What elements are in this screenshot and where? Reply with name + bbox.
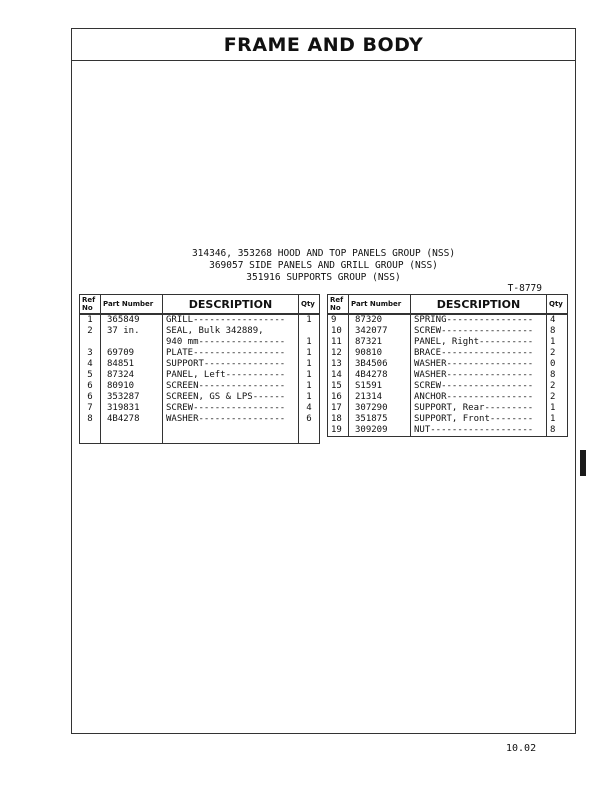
description-cell: SCREEN---------------- bbox=[163, 381, 299, 392]
part-number-cell: 87320 bbox=[349, 314, 411, 326]
ref-no-cell: 17 bbox=[328, 403, 349, 414]
illustration-ref: T-8779 bbox=[507, 283, 542, 294]
table-row bbox=[328, 392, 568, 403]
qty-cell: 8 bbox=[547, 370, 568, 381]
ref-no-cell: 5 bbox=[80, 370, 101, 381]
description-cell: PLATE----------------- bbox=[163, 348, 299, 359]
ref-no-cell: 1 bbox=[80, 314, 101, 326]
part-number-cell: 87321 bbox=[349, 337, 411, 348]
table-row bbox=[328, 370, 568, 381]
part-number-cell: 353287 bbox=[101, 392, 163, 403]
title-bar bbox=[72, 29, 575, 61]
table-header-row bbox=[328, 295, 568, 315]
group-line: 314346, 353268 HOOD AND TOP PANELS GROUP (NSS) bbox=[191, 248, 456, 259]
part-number-cell: 21314 bbox=[349, 392, 411, 403]
description-cell: SCREEN, GS & LPS------ bbox=[163, 392, 299, 403]
ref-no-cell: 9 bbox=[328, 314, 349, 326]
ref-no-cell: 18 bbox=[328, 414, 349, 425]
ref-no-cell: 14 bbox=[328, 370, 349, 381]
qty-cell: 4 bbox=[299, 403, 320, 414]
table-row bbox=[80, 403, 320, 414]
part-number-cell bbox=[101, 337, 163, 348]
qty-cell bbox=[299, 326, 320, 337]
table-row bbox=[328, 414, 568, 425]
qty-cell: 1 bbox=[299, 359, 320, 370]
ref-no-cell: 19 bbox=[328, 425, 349, 437]
part-number-cell: 87324 bbox=[101, 370, 163, 381]
qty-cell: 1 bbox=[547, 403, 568, 414]
description-cell: SPRING---------------- bbox=[411, 314, 547, 326]
description-cell: WASHER---------------- bbox=[411, 370, 547, 381]
header-ref-no: Ref No bbox=[80, 295, 101, 315]
description-cell: SCREW----------------- bbox=[411, 326, 547, 337]
description-cell: SUPPORT--------------- bbox=[163, 359, 299, 370]
description-cell: WASHER---------------- bbox=[411, 359, 547, 370]
description-cell: 940 mm---------------- bbox=[163, 337, 299, 348]
spacer-cell bbox=[299, 425, 320, 444]
ref-no-cell: 15 bbox=[328, 381, 349, 392]
part-number-cell: 69709 bbox=[101, 348, 163, 359]
part-number-cell: 4B4278 bbox=[101, 414, 163, 425]
part-number-cell: 84851 bbox=[101, 359, 163, 370]
description-cell: SUPPORT, Front-------- bbox=[411, 414, 547, 425]
description-cell: SUPPORT, Rear--------- bbox=[411, 403, 547, 414]
qty-cell: 8 bbox=[547, 326, 568, 337]
table-row bbox=[80, 359, 320, 370]
part-number-cell: 309209 bbox=[349, 425, 411, 437]
ref-no-cell: 16 bbox=[328, 392, 349, 403]
qty-cell: 1 bbox=[299, 381, 320, 392]
qty-cell: 0 bbox=[547, 359, 568, 370]
parts-table-body bbox=[80, 314, 320, 444]
header-description: DESCRIPTION bbox=[163, 295, 299, 315]
part-number-cell: 351875 bbox=[349, 414, 411, 425]
parts-table-body bbox=[328, 314, 568, 437]
table-row bbox=[328, 348, 568, 359]
table-row bbox=[80, 326, 320, 337]
qty-cell: 1 bbox=[299, 370, 320, 381]
spacer-row bbox=[80, 425, 320, 444]
parts-table-left bbox=[79, 294, 320, 444]
description-cell: SEAL, Bulk 342889, bbox=[163, 326, 299, 337]
qty-cell: 6 bbox=[299, 414, 320, 425]
table-row bbox=[80, 381, 320, 392]
part-number-cell: 307290 bbox=[349, 403, 411, 414]
ref-no-cell: 10 bbox=[328, 326, 349, 337]
group-line: 351916 SUPPORTS GROUP (NSS) bbox=[246, 272, 401, 283]
qty-cell: 1 bbox=[299, 314, 320, 326]
qty-cell: 2 bbox=[547, 381, 568, 392]
part-number-cell: 319831 bbox=[101, 403, 163, 414]
part-number-cell: 80910 bbox=[101, 381, 163, 392]
description-cell: SCREW----------------- bbox=[163, 403, 299, 414]
header-qty: Qty bbox=[547, 295, 568, 315]
header-qty: Qty bbox=[299, 295, 320, 315]
group-list bbox=[72, 248, 575, 284]
table-row bbox=[328, 337, 568, 348]
ref-no-cell: 3 bbox=[80, 348, 101, 359]
part-number-cell: 4B4278 bbox=[349, 370, 411, 381]
description-cell: GRILL----------------- bbox=[163, 314, 299, 326]
ref-no-cell: 2 bbox=[80, 326, 101, 337]
ref-no-cell: 4 bbox=[80, 359, 101, 370]
table-row bbox=[328, 425, 568, 437]
table-row bbox=[328, 314, 568, 326]
header-description: DESCRIPTION bbox=[411, 295, 547, 315]
description-cell: PANEL, Left----------- bbox=[163, 370, 299, 381]
part-number-cell: 37 in. bbox=[101, 326, 163, 337]
description-cell: WASHER---------------- bbox=[163, 414, 299, 425]
description-cell: BRACE----------------- bbox=[411, 348, 547, 359]
table-row bbox=[328, 403, 568, 414]
table-row bbox=[80, 392, 320, 403]
page-frame bbox=[71, 28, 576, 734]
part-number-cell: 3B4506 bbox=[349, 359, 411, 370]
header-part-number: Part Number bbox=[101, 295, 163, 315]
description-cell: NUT------------------- bbox=[411, 425, 547, 437]
table-row bbox=[80, 337, 320, 348]
table-row bbox=[328, 326, 568, 337]
part-number-cell: 342077 bbox=[349, 326, 411, 337]
qty-cell: 4 bbox=[547, 314, 568, 326]
spacer-cell bbox=[163, 425, 299, 444]
qty-cell: 1 bbox=[299, 348, 320, 359]
table-row bbox=[80, 414, 320, 425]
table-row bbox=[328, 381, 568, 392]
ref-no-cell: 7 bbox=[80, 403, 101, 414]
description-cell: ANCHOR---------------- bbox=[411, 392, 547, 403]
qty-cell: 2 bbox=[547, 392, 568, 403]
table-row bbox=[80, 348, 320, 359]
description-cell: SCREW----------------- bbox=[411, 381, 547, 392]
table-row bbox=[80, 314, 320, 326]
part-number-cell: 365849 bbox=[101, 314, 163, 326]
ref-no-cell: 8 bbox=[80, 414, 101, 425]
qty-cell: 1 bbox=[299, 337, 320, 348]
header-part-number: Part Number bbox=[349, 295, 411, 315]
page-title: FRAME AND BODY bbox=[223, 33, 424, 56]
part-number-cell: 90810 bbox=[349, 348, 411, 359]
header-ref-no: Ref No bbox=[328, 295, 349, 315]
qty-cell: 2 bbox=[547, 348, 568, 359]
table-row bbox=[80, 370, 320, 381]
part-number-cell: S1591 bbox=[349, 381, 411, 392]
table-header-row bbox=[80, 295, 320, 315]
qty-cell: 1 bbox=[547, 337, 568, 348]
page-number: 10.02 bbox=[506, 743, 537, 754]
ref-no-cell: 13 bbox=[328, 359, 349, 370]
section-tab-marker bbox=[580, 450, 586, 476]
qty-cell: 1 bbox=[299, 392, 320, 403]
table-row bbox=[328, 359, 568, 370]
description-cell: PANEL, Right---------- bbox=[411, 337, 547, 348]
qty-cell: 1 bbox=[547, 414, 568, 425]
spacer-cell bbox=[80, 425, 101, 444]
ref-no-cell: 12 bbox=[328, 348, 349, 359]
spacer-cell bbox=[101, 425, 163, 444]
group-line: 369057 SIDE PANELS AND GRILL GROUP (NSS) bbox=[209, 260, 438, 271]
ref-no-cell: 6 bbox=[80, 392, 101, 403]
ref-no-cell: 11 bbox=[328, 337, 349, 348]
ref-no-cell bbox=[80, 337, 101, 348]
ref-no-cell: 6 bbox=[80, 381, 101, 392]
qty-cell: 8 bbox=[547, 425, 568, 437]
parts-table-right bbox=[327, 294, 568, 437]
